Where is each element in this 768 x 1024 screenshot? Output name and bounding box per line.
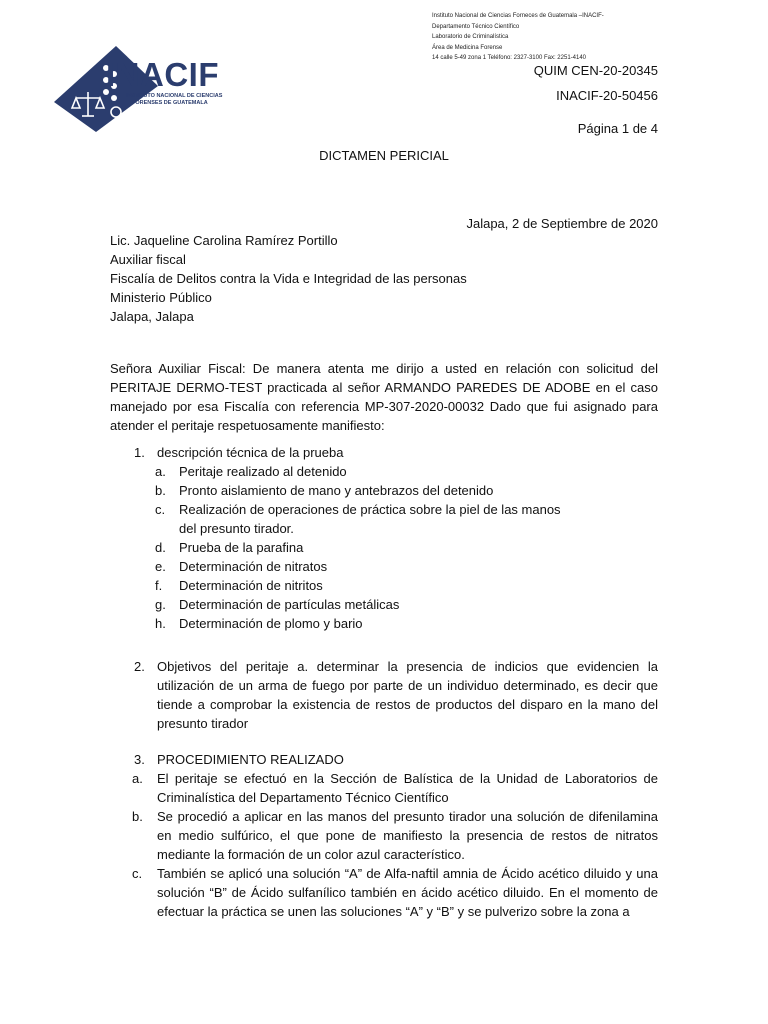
recipient-name: Lic. Jaqueline Carolina Ramírez Portillo — [110, 233, 338, 248]
document-date: Jalapa, 2 de Septiembre de 2020 — [466, 216, 658, 231]
list-item — [110, 481, 658, 500]
address-line: Instituto Nacional de Ciencias Forneces de Guatemala –INACIF- — [432, 13, 604, 19]
procedure-item-text: También se aplicó una solución “A” de Alfa-naftil amnia de Ácido acético diluido y una solución “B” de Ácido sulfanílico también en ácido acético diluido. En el momento de efectuar la práctica se unen las soluciones “A” y “B” y se pulverizo sobre la zona a — [157, 866, 658, 919]
ref-inacif: INACIF-20-50456 — [556, 88, 658, 103]
list-item — [110, 557, 658, 576]
page-number: Página 1 de 4 — [577, 121, 658, 136]
list-item-label: c. — [155, 502, 166, 517]
section-2-body — [110, 657, 658, 733]
list-item-label: a. — [155, 464, 166, 479]
inacif-logo — [54, 44, 264, 134]
list-item-text: Prueba de la parafina — [179, 540, 304, 555]
list-item-text: Determinación de nitratos — [179, 559, 328, 574]
logo-subtitle-2: FORENSES DE GUATEMALA — [132, 100, 208, 106]
intro-paragraph: Señora Auxiliar Fiscal: De manera atenta me dirijo a usted en relación con solicitud del PERITAJE DERMO-TEST practicada al señor ARMANDO PAREDES DE ADOBE en el caso manejado por esa Fiscalía con referencia MP-307-2020-00032 Dado que fui asignado para atender el peritaje respetuosamente manifiesto: — [110, 361, 658, 433]
section-1-title: descripción técnica de la prueba — [157, 445, 344, 460]
section-3-number: 3. — [134, 752, 145, 767]
list-item — [110, 614, 658, 633]
section-3-heading — [110, 750, 658, 769]
list-item-label: d. — [155, 540, 166, 555]
list-item — [110, 576, 658, 595]
list-item-label: f. — [155, 578, 163, 593]
section-1-heading — [110, 443, 658, 462]
section-2-number: 2. — [134, 659, 145, 674]
address-line: Laboratorio de Criminalística — [432, 34, 509, 40]
list-item — [110, 538, 658, 557]
section-2-text: Objetivos del peritaje a. determinar la presencia de indicios que evidencien la utilización de un arma de fuego por parte de un individuo determinado, es decir que tiende a comprobar la existencia de restos de productos del disparo en la mano del presunto tirador — [157, 659, 658, 731]
list-item-text: Determinación de nitritos — [179, 578, 323, 593]
procedure-item — [110, 769, 658, 807]
section-2 — [110, 657, 658, 733]
section-1-number: 1. — [134, 445, 145, 460]
address-line: Área de Medicina Forense — [432, 44, 503, 51]
recipient-line: Auxiliar fiscal — [110, 252, 186, 267]
document-title: DICTAMEN PERICIAL — [319, 148, 449, 163]
list-item — [110, 595, 658, 614]
procedure-item — [110, 807, 658, 864]
section-3-title: PROCEDIMIENTO REALIZADO — [157, 752, 344, 767]
institution-address — [432, 11, 604, 64]
list-item-label: e. — [155, 559, 166, 574]
list-item-label: b. — [155, 483, 166, 498]
recipient-line: Jalapa, Jalapa — [110, 309, 194, 324]
address-line: 14 calle 5-49 zona 1 Teléfono: 2327-3100 Fax: 2251-4140 — [432, 55, 587, 61]
list-item-text: Determinación de partículas metálicas — [179, 597, 400, 612]
procedure-item-label: b. — [132, 809, 143, 824]
section-3 — [110, 750, 658, 921]
list-item-label: h. — [155, 616, 166, 631]
address-line: Departamento Técnico Científico — [432, 23, 520, 30]
recipient-line: Fiscalía de Delitos contra la Vida e Integridad de las personas — [110, 271, 467, 286]
ref-quim: QUIM CEN-20-20345 — [533, 63, 658, 78]
list-item — [110, 462, 658, 481]
list-item-text: Peritaje realizado al detenido — [179, 464, 347, 479]
recipient-line: Ministerio Público — [110, 290, 212, 305]
list-item-text: Realización de operaciones de práctica sobre la piel de las manos del presunto tirador. — [179, 502, 561, 536]
procedure-item-label: a. — [132, 771, 143, 786]
list-item — [110, 500, 569, 538]
logo-subtitle-1: INSTITUTO NACIONAL DE CIENCIAS — [126, 93, 223, 99]
list-item-text: Determinación de plomo y bario — [179, 616, 363, 631]
logo-name: INACIF — [106, 56, 219, 93]
section-1 — [110, 443, 658, 633]
procedure-item — [110, 864, 658, 921]
list-item-label: g. — [155, 597, 166, 612]
procedure-item-text: Se procedió a aplicar en las manos del presunto tirador una solución de difenilamina en medio sulfúrico, el que pone de manifiesto la presencia de restos de nitratos mediante la formación de un color azul característico. — [157, 809, 658, 862]
procedure-item-label: c. — [132, 866, 143, 881]
procedure-item-text: El peritaje se efectuó en la Sección de Balística de la Unidad de Laboratorios de Criminalística del Departamento Técnico Científico — [157, 771, 658, 805]
list-item-text: Pronto aislamiento de mano y antebrazos del detenido — [179, 483, 494, 498]
recipient-block — [110, 231, 467, 326]
